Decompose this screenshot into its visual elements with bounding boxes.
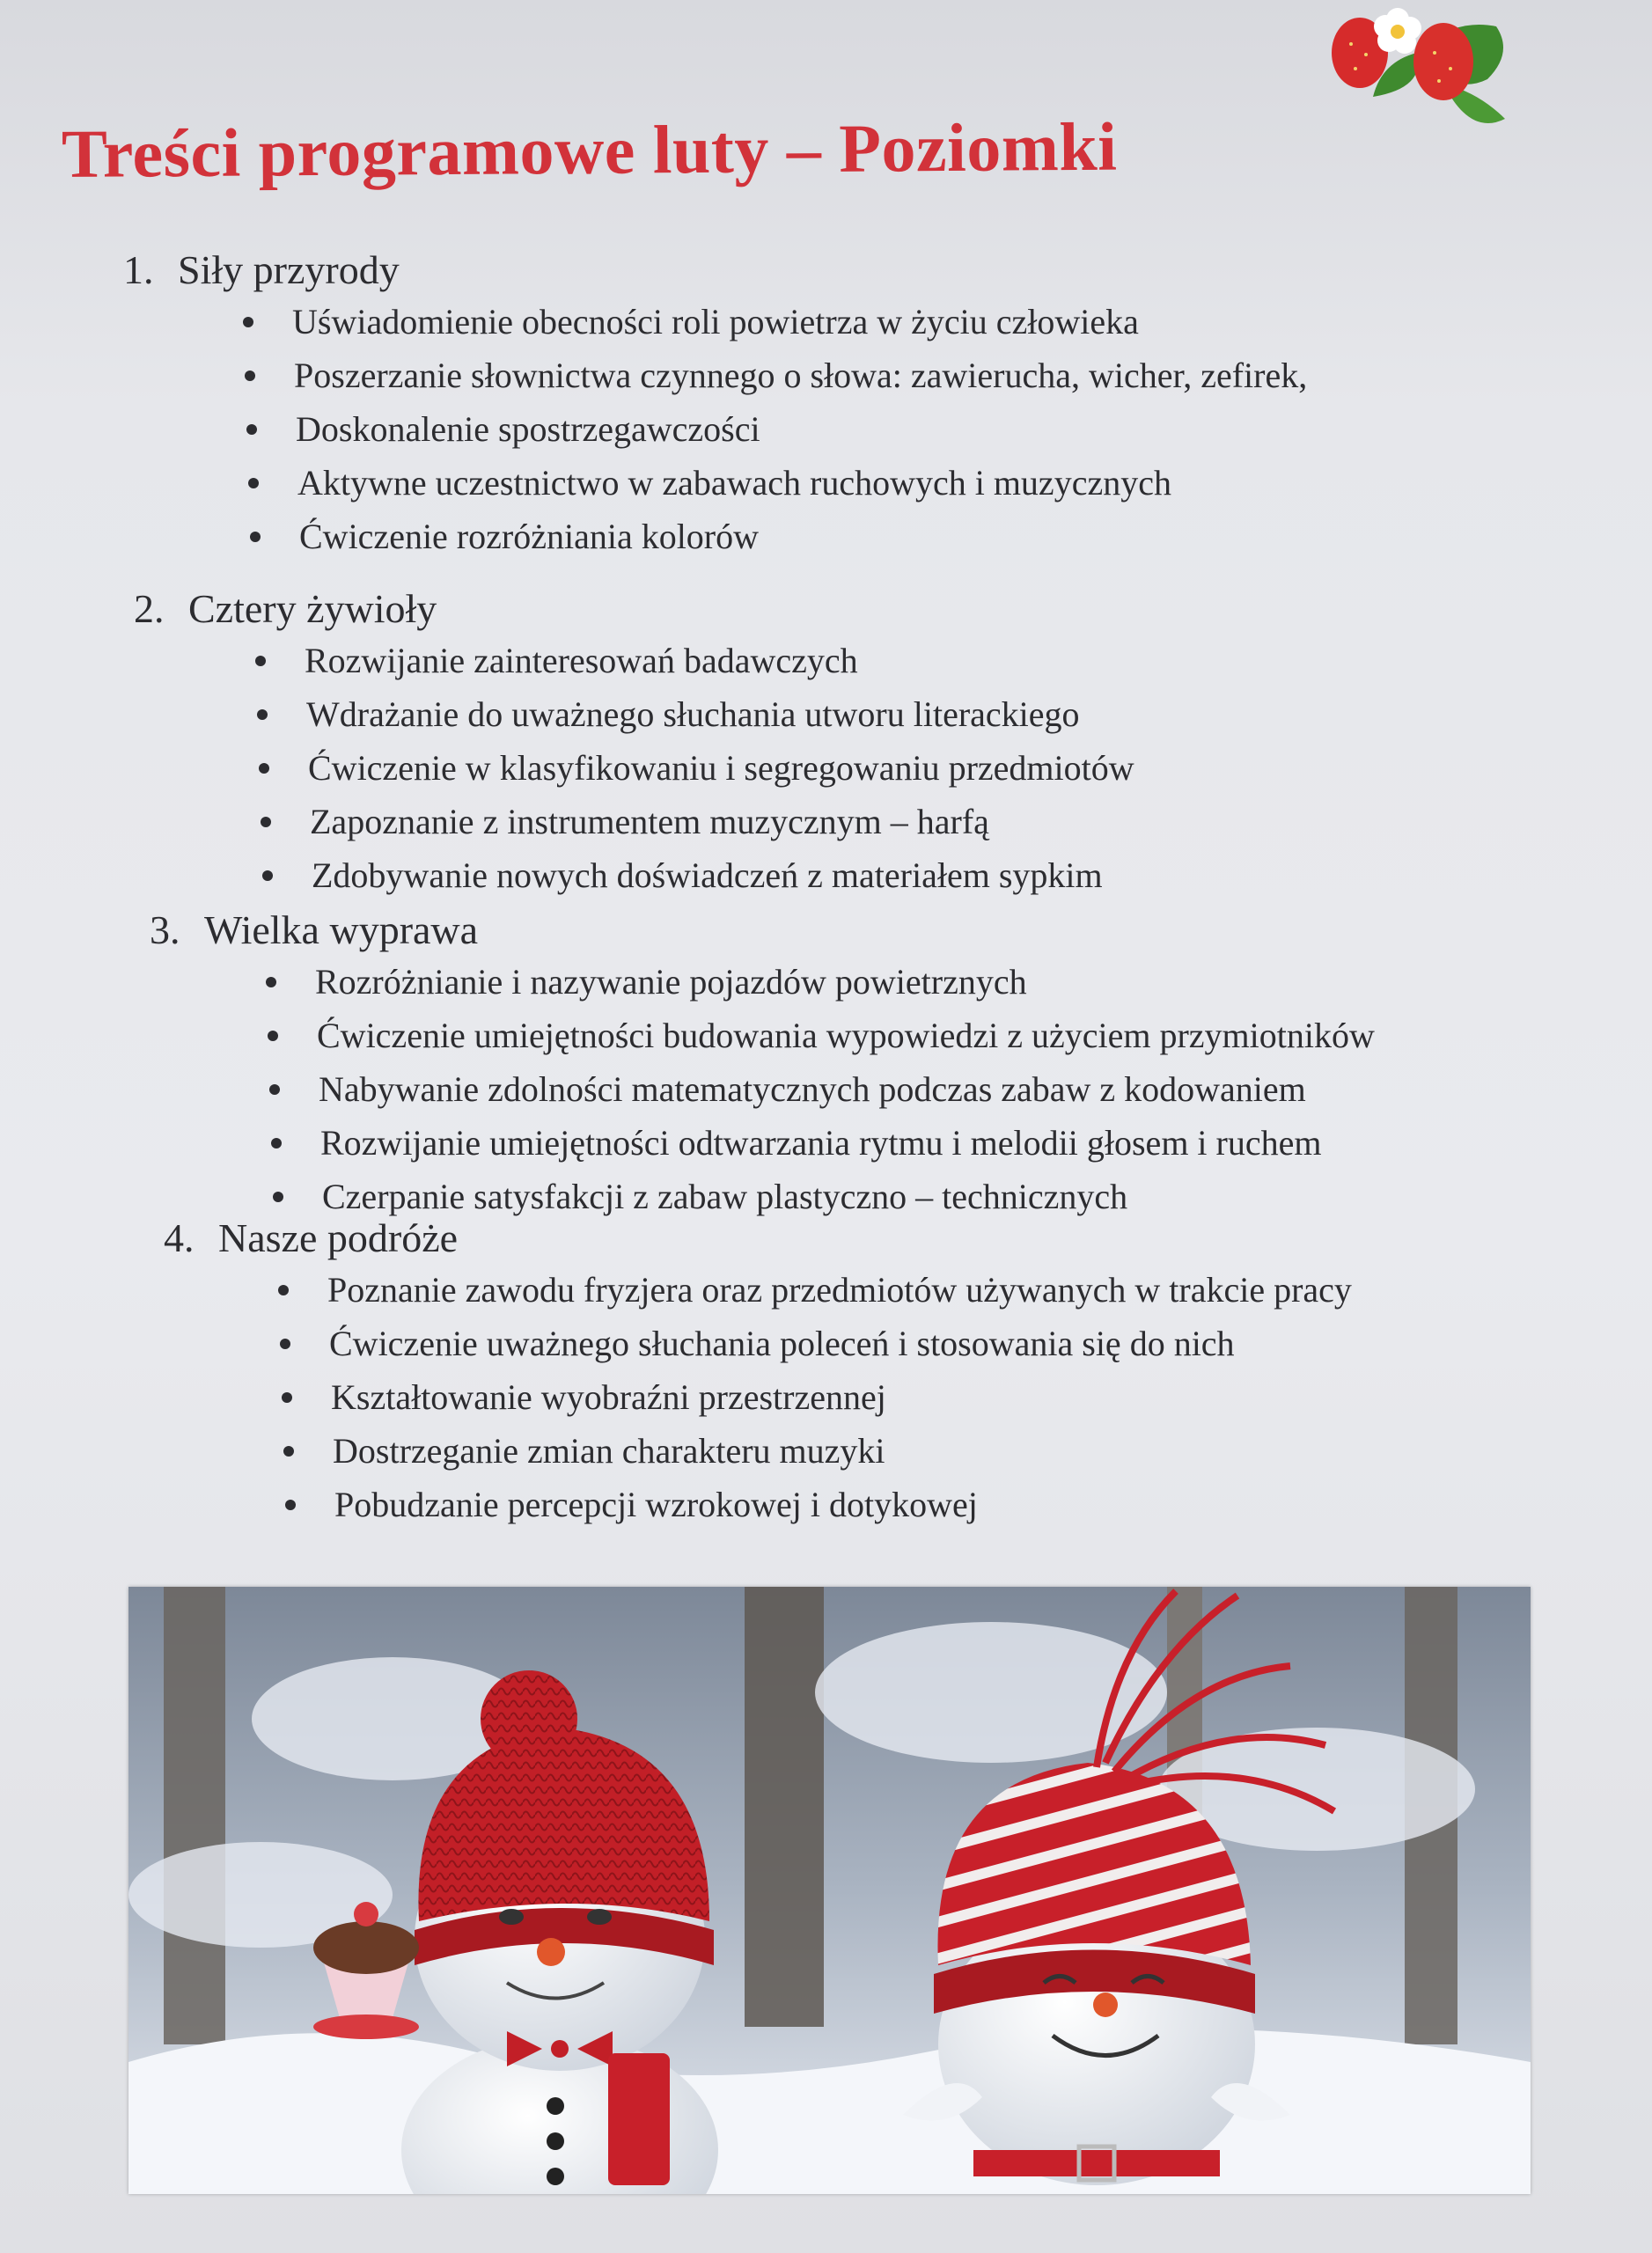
bullet-dot-icon (259, 763, 269, 774)
list-item (333, 1424, 1352, 1478)
list-item (320, 1116, 1375, 1170)
list-item-text: Czerpanie satysfakcji z zabaw plastyczno – technicznych (322, 1177, 1128, 1216)
section-title: Siły przyrody (178, 247, 400, 292)
list-item (296, 402, 1307, 456)
bullet-dot-icon (250, 532, 261, 542)
bullet-dot-icon (271, 1138, 282, 1149)
list-item (317, 1009, 1375, 1062)
list-item-text: Aktywne uczestnictwo w zabawach ruchowych i muzycznych (297, 463, 1171, 503)
list-item (297, 456, 1307, 510)
list-item (299, 510, 1307, 563)
list-item-text: Ćwiczenie uważnego słuchania poleceń i stosowania się do nich (329, 1324, 1235, 1363)
list-item (312, 848, 1134, 902)
bullet-dot-icon (245, 371, 255, 381)
list-item (334, 1478, 1352, 1531)
section-number: 4. (164, 1215, 195, 1260)
list-item (329, 1317, 1352, 1370)
bullet-dot-icon (268, 1031, 278, 1041)
bullet-list (315, 955, 1375, 1223)
list-item-text: Poszerzanie słownictwa czynnego o słowa: zawierucha, wicher, zefirek, (294, 356, 1308, 395)
list-item-text: Kształtowanie wyobraźni przestrzennej (331, 1377, 886, 1417)
bullet-dot-icon (282, 1392, 292, 1403)
section-title: Wielka wyprawa (204, 907, 479, 952)
bullet-dot-icon (283, 1446, 294, 1457)
list-item-text: Ćwiczenie rozróżniania kolorów (299, 517, 760, 556)
bullet-dot-icon (262, 870, 273, 881)
bullet-dot-icon (285, 1500, 296, 1510)
list-item (327, 1263, 1352, 1317)
section-number: 2. (134, 586, 165, 631)
bullet-list (305, 634, 1134, 902)
list-item (305, 634, 1134, 687)
section-heading (164, 1215, 1352, 1261)
section-title: Cztery żywioły (188, 586, 437, 631)
list-item-text: Wdrażanie do uważnego słuchania utworu literackiego (306, 694, 1080, 734)
bullet-dot-icon (273, 1192, 283, 1202)
snowmen-photo (128, 1587, 1531, 2194)
list-item (319, 1062, 1375, 1116)
bullet-dot-icon (261, 817, 271, 827)
list-item-text: Poznanie zawodu fryzjera oraz przedmiotów używanych w trakcie pracy (327, 1270, 1352, 1310)
bullet-list (327, 1263, 1352, 1531)
list-item (331, 1370, 1352, 1424)
bullet-dot-icon (257, 709, 268, 720)
strawberry-icon (1311, 0, 1531, 132)
bullet-list (292, 295, 1307, 563)
list-item-text: Zdobywanie nowych doświadczeń z materiałem sypkim (312, 855, 1103, 895)
program-section (0, 906, 1375, 1223)
list-item-text: Rozróżnianie i nazywanie pojazdów powietrznych (315, 962, 1027, 1002)
list-item-text: Rozwijanie zainteresowań badawczych (305, 641, 858, 680)
section-number: 1. (123, 247, 154, 292)
program-section (0, 1215, 1352, 1531)
bullet-dot-icon (269, 1084, 280, 1095)
list-item-text: Dostrzeganie zmian charakteru muzyki (333, 1431, 885, 1471)
section-heading (123, 246, 1307, 293)
bullet-dot-icon (280, 1339, 290, 1349)
bullet-dot-icon (248, 478, 259, 488)
bullet-dot-icon (255, 656, 266, 666)
bullet-dot-icon (278, 1285, 289, 1295)
list-item (306, 687, 1134, 741)
list-item-text: Pobudzanie percepcji wzrokowej i dotykowej (334, 1485, 978, 1524)
list-item-text: Rozwijanie umiejętności odtwarzania rytmu i melodii głosem i ruchem (320, 1123, 1322, 1163)
list-item (308, 741, 1134, 795)
program-section (0, 585, 1134, 902)
list-item-text: Doskonalenie spostrzegawczości (296, 409, 760, 449)
list-item-text: Zapoznanie z instrumentem muzycznym – harfą (310, 802, 989, 841)
page-title: Treści programowe luty – Poziomki (61, 107, 1118, 192)
list-item (315, 955, 1375, 1009)
list-item-text: Uświadomienie obecności roli powietrza w życiu człowieka (292, 302, 1139, 341)
bullet-dot-icon (246, 424, 257, 435)
list-item (294, 349, 1307, 402)
list-item-text: Ćwiczenie umiejętności budowania wypowiedzi z użyciem przymiotników (317, 1016, 1375, 1055)
program-section (0, 246, 1307, 563)
section-heading (150, 906, 1375, 953)
bullet-dot-icon (243, 317, 253, 327)
list-item-text: Ćwiczenie w klasyfikowaniu i segregowaniu przedmiotów (308, 748, 1134, 788)
section-number: 3. (150, 907, 180, 952)
section-title: Nasze podróże (218, 1215, 459, 1260)
section-heading (134, 585, 1134, 632)
bullet-dot-icon (266, 977, 276, 987)
list-item (310, 795, 1134, 848)
list-item (292, 295, 1307, 349)
list-item-text: Nabywanie zdolności matematycznych podczas zabaw z kodowaniem (319, 1069, 1306, 1109)
